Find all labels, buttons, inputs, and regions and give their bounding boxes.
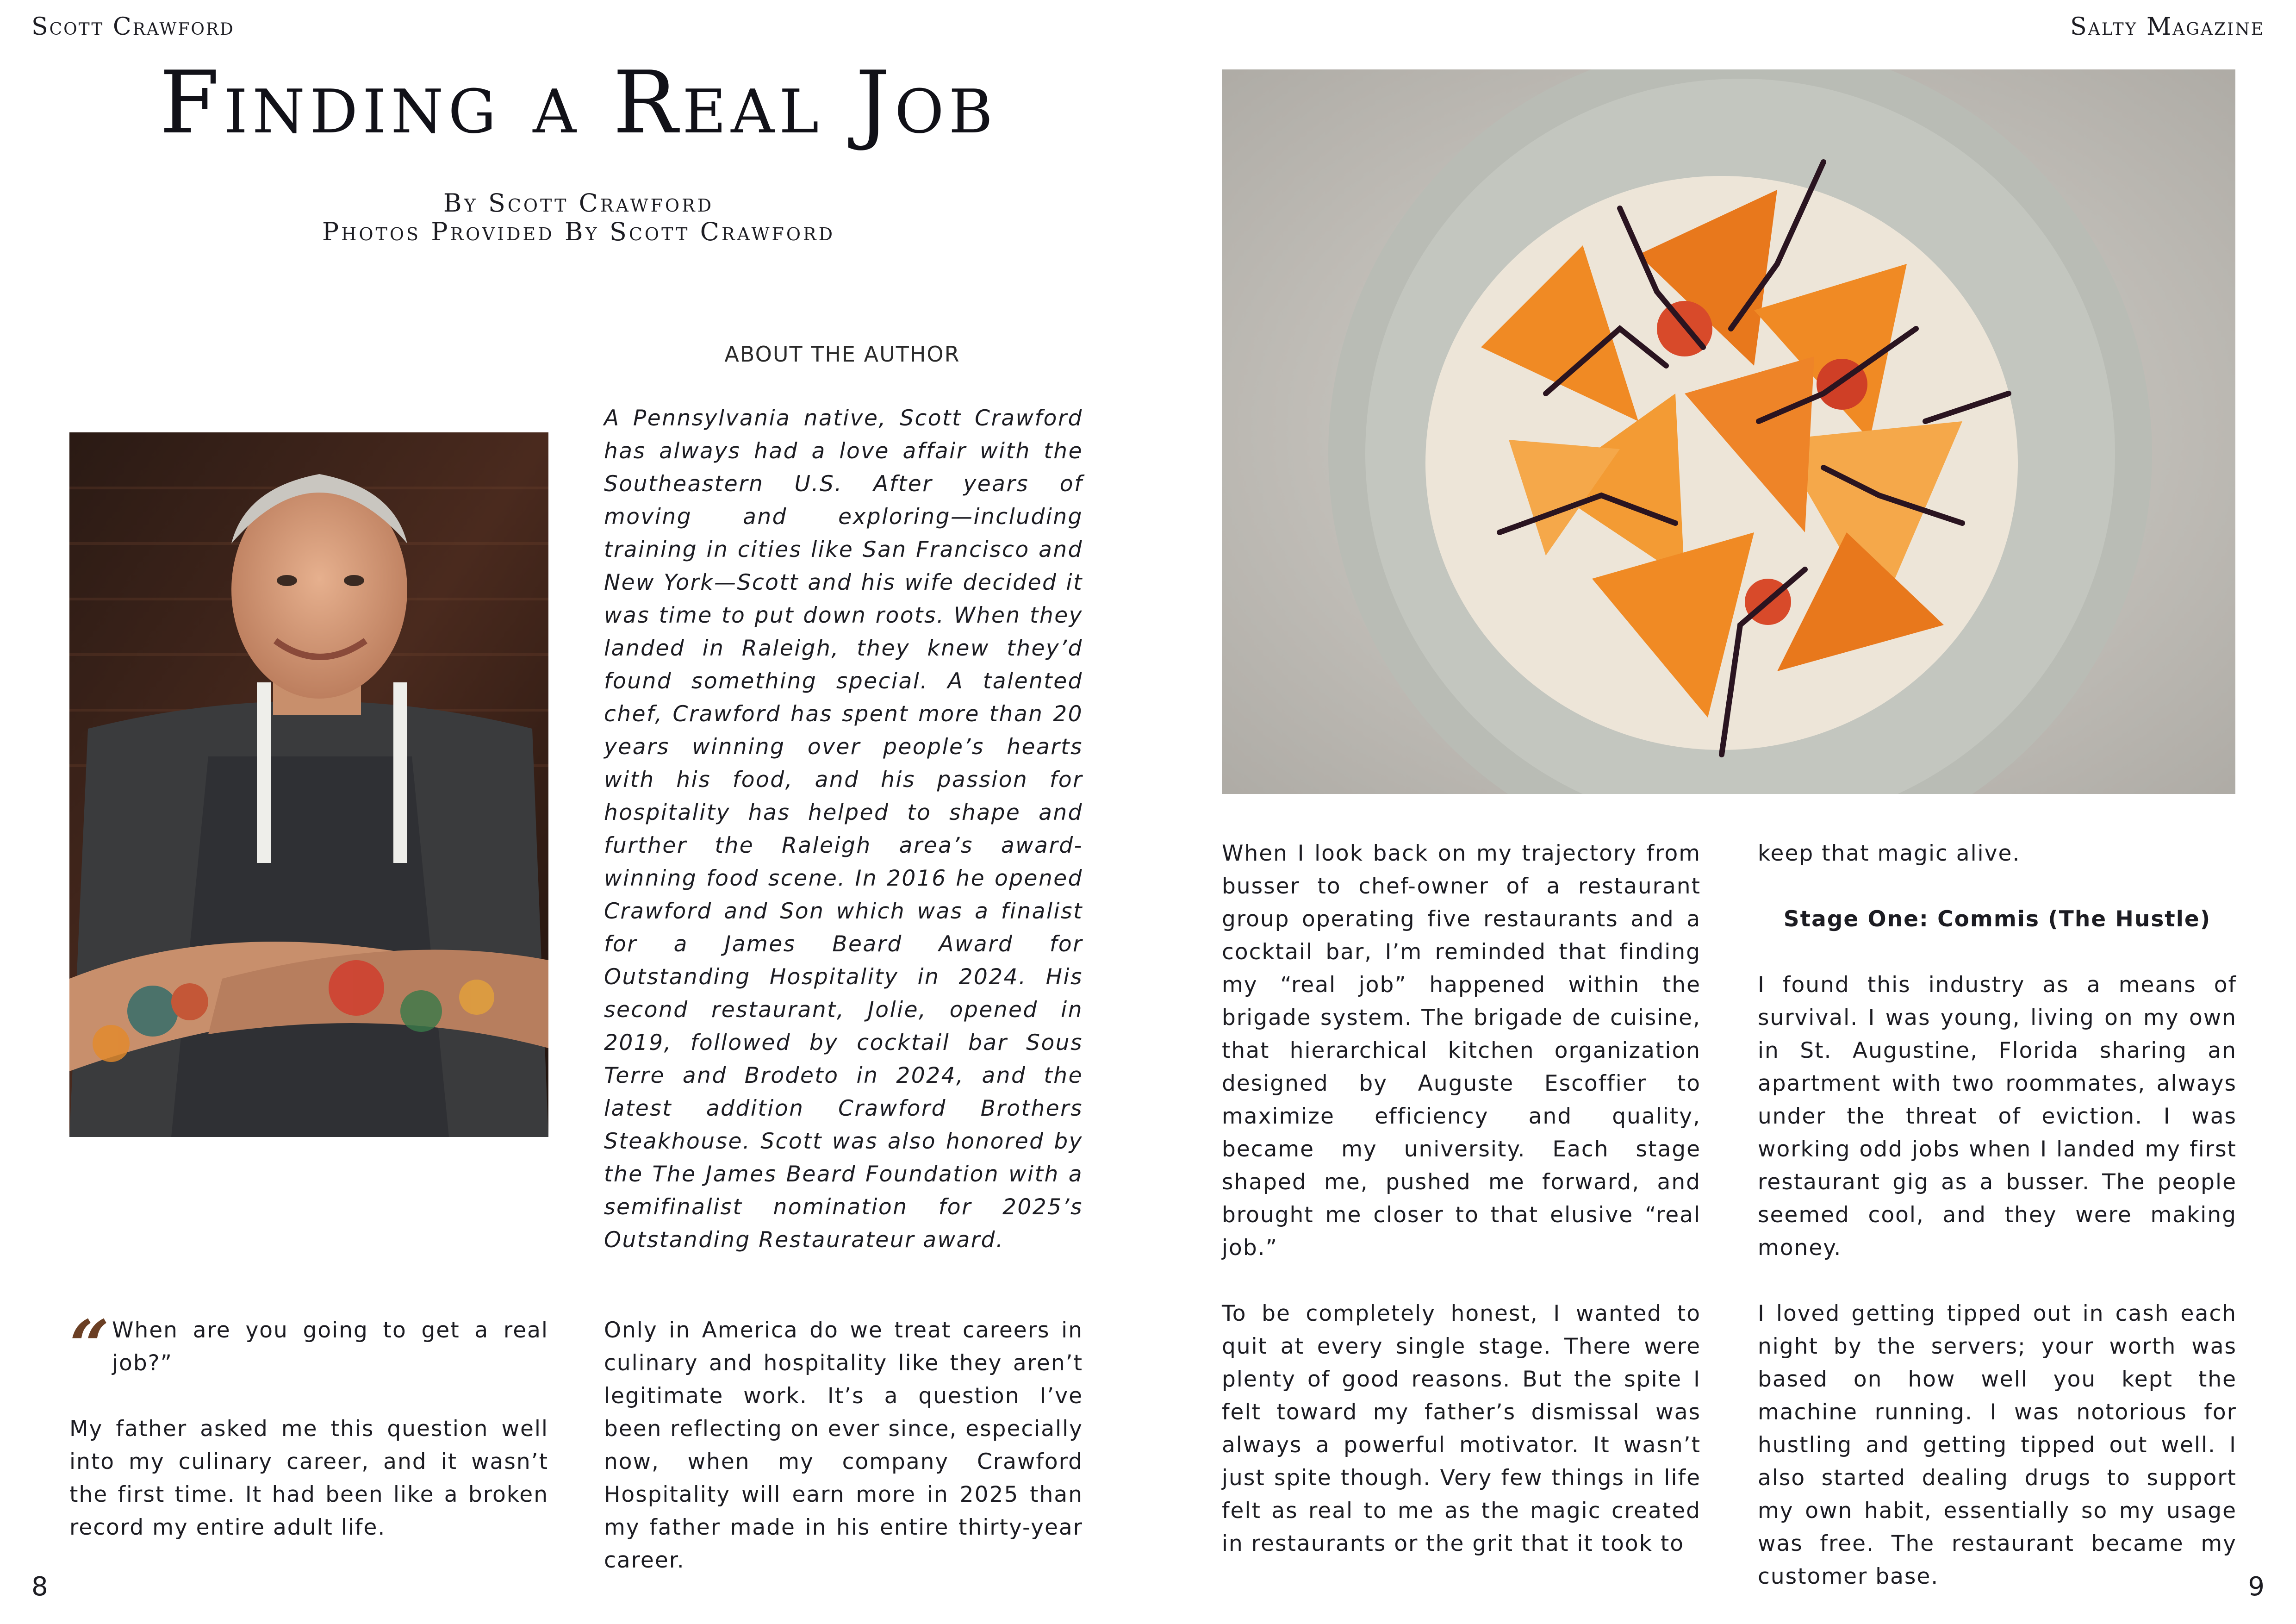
running-header-left: Scott Crawford: [31, 13, 235, 41]
plate-illustration: [1222, 69, 2235, 794]
paragraph: keep that magic alive.: [1758, 841, 2021, 866]
paragraph: I loved getting tipped out in cash each night by the servers; your worth was based on how well you kept the machine running. I was notorious for hustling and getting tipped out well. I also started dealing drugs to support my own habit, essentially so my usage was free. The restaurant became my customer base.: [1758, 1301, 2237, 1589]
running-header-right: Salty Magazine: [2070, 13, 2265, 41]
author-bio: A Pennsylvania native, Scott Crawford has always had a love affair with the Southeastern U.S. After years of moving and exploring—including training in cities like San Francisco and New York—Scott and his wife decided it was time to put down roots. When they landed in Raleigh, they knew they’d found something special. A talented chef, Crawford has spent more than 20 years winning over people’s hearts with his food, and his passion for hospitality has helped to shape and further the Raleigh area’s award-winning food scene. In 2016 he opened Crawford and Son which was a finalist for a James Beard Award for Outstanding Hospitality in 2024. His second restaurant, Jolie, opened in 2019, followed by cocktail bar Sous Terre and Brodeto in 2024, and the latest addition Crawford Brothers Steakhouse. Scott was also honored by the The James Beard Foundation with a semifinalist nomination for 2025’s Outstanding Restaurateur award.: [604, 406, 1083, 1253]
chef-portrait-photo: [69, 432, 548, 1137]
article-title: Finding a Real Job: [159, 52, 998, 153]
pull-quote: [69, 1305, 548, 1387]
quote-mark: “: [69, 1305, 111, 1387]
paragraph: I found this industry as a means of survival. I was young, living on my own in St. Augustine, Florida sharing an apartment with two roommates, always under the threat of eviction. I was working odd jobs when I landed my first restaurant gig as a busser. The people seemed cool, and they were making money.: [1758, 972, 2237, 1261]
body-column-1: [69, 1305, 548, 1544]
page-number-right: 9: [2248, 1572, 2265, 1602]
paragraph: To be completely honest, I wanted to quit at every single stage. There were plenty of good reasons. But the spite I felt toward my father’s dismissal was always a powerful motivator. It wasn’t just spite though. Very few things in life felt as real to me as the magic created in restaurants or the grit that it took to: [1222, 1301, 1701, 1556]
opening-quote: When are you going to get a real job?”: [112, 1318, 548, 1376]
page-number-left: 8: [31, 1572, 48, 1602]
about-heading: ABOUT THE AUTHOR: [724, 342, 960, 367]
paragraph: When I look back on my trajectory from busser to chef-owner of a restaurant group operating five restaurants and a cocktail bar, I’m reminded that finding my “real job” happened within the brigade system. The brigade de cuisine, that hierarchical kitchen organization designed by Auguste Escoffier to maximize efficiency and quality, became my university. Each stage shaped me, pushed me forward, and brought me closer to that elusive “real job.”: [1222, 841, 1701, 1261]
paragraph: Only in America do we treat careers in culinary and hospitality like they aren’t legitimate work. It’s a question I’ve been reflecting on ever since, especially now, when my company Crawford Hospitality will earn more in 2025 than my father made in his entire thirty-year career.: [604, 1318, 1083, 1573]
body-column-3: [1222, 837, 1701, 1560]
paragraph: My father asked me this question well into my culinary career, and it wasn’t the first time. It had been like a broken record my entire adult life.: [69, 1416, 548, 1540]
photo-credit: Photos Provided By Scott Crawford: [322, 217, 835, 246]
body-column-2: [604, 1314, 1083, 1577]
byline: By Scott Crawford: [443, 188, 714, 218]
body-column-4: [1758, 837, 2237, 1593]
carrot-dish-photo: [1222, 69, 2235, 794]
section-subhead: Stage One: Commis (The Hustle): [1783, 906, 2211, 932]
portrait-illustration: [69, 432, 548, 1137]
